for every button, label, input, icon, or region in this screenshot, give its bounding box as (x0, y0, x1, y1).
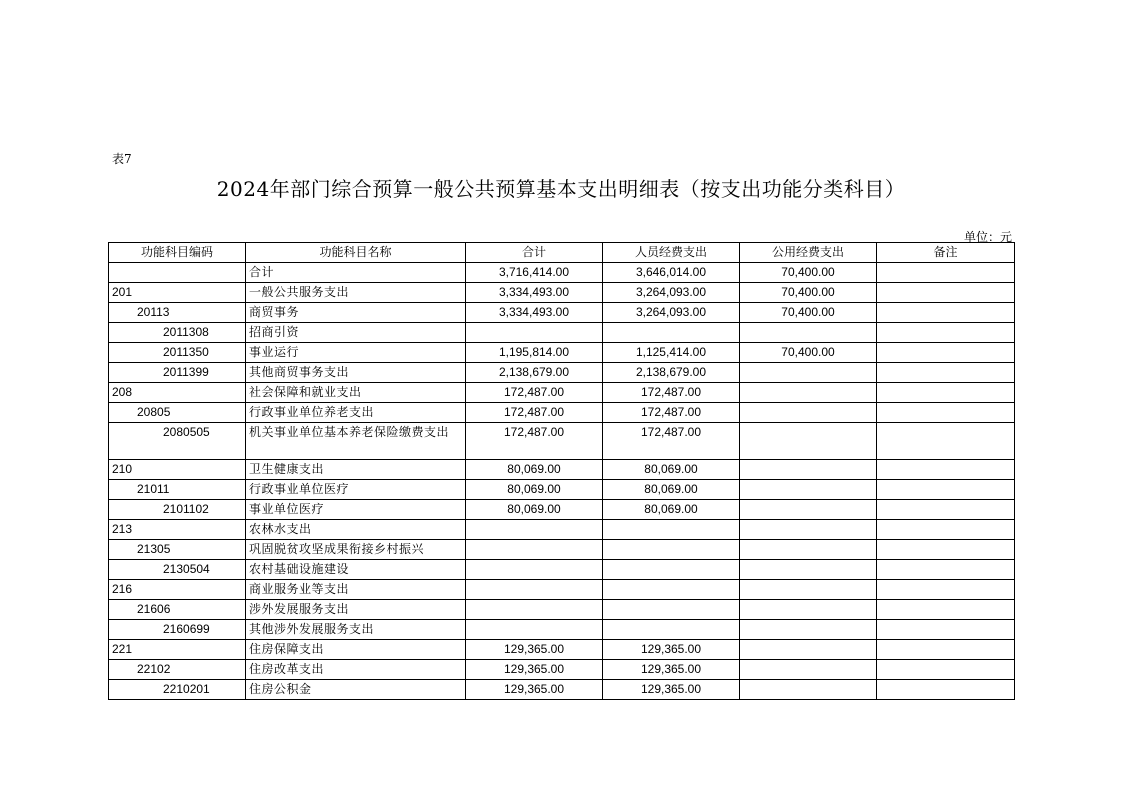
cell-note (877, 283, 1015, 303)
cell-name: 行政事业单位养老支出 (246, 403, 466, 423)
cell-personnel: 1,125,414.00 (603, 343, 740, 363)
cell-personnel: 3,264,093.00 (603, 283, 740, 303)
cell-total: 1,195,814.00 (466, 343, 603, 363)
cell-name: 行政事业单位医疗 (246, 480, 466, 500)
cell-total: 3,334,493.00 (466, 283, 603, 303)
cell-personnel (603, 600, 740, 620)
cell-note (877, 263, 1015, 283)
cell-note (877, 363, 1015, 383)
cell-public (740, 520, 877, 540)
cell-personnel: 80,069.00 (603, 500, 740, 520)
cell-note (877, 660, 1015, 680)
cell-public (740, 383, 877, 403)
cell-code: 2130504 (109, 560, 246, 580)
cell-note (877, 560, 1015, 580)
cell-note (877, 520, 1015, 540)
cell-note (877, 620, 1015, 640)
cell-public (740, 500, 877, 520)
cell-total: 172,487.00 (466, 383, 603, 403)
cell-name: 巩固脱贫攻坚成果衔接乡村振兴 (246, 540, 466, 560)
cell-note (877, 580, 1015, 600)
table-row (109, 323, 1015, 343)
header-personnel: 人员经费支出 (603, 243, 740, 263)
table-row (109, 660, 1015, 680)
cell-code: 201 (109, 283, 246, 303)
cell-total: 80,069.00 (466, 500, 603, 520)
cell-personnel: 2,138,679.00 (603, 363, 740, 383)
table-row (109, 620, 1015, 640)
cell-public: 70,400.00 (740, 303, 877, 323)
table-row (109, 500, 1015, 520)
cell-code: 221 (109, 640, 246, 660)
header-name: 功能科目名称 (246, 243, 466, 263)
cell-public (740, 423, 877, 460)
cell-total: 3,716,414.00 (466, 263, 603, 283)
cell-code: 213 (109, 520, 246, 540)
cell-personnel (603, 580, 740, 600)
cell-personnel: 129,365.00 (603, 680, 740, 700)
cell-public (740, 600, 877, 620)
cell-name: 商业服务业等支出 (246, 580, 466, 600)
table-row (109, 343, 1015, 363)
cell-name: 农林水支出 (246, 520, 466, 540)
cell-note (877, 600, 1015, 620)
cell-public (740, 480, 877, 500)
table-row (109, 363, 1015, 383)
cell-public (740, 323, 877, 343)
cell-total: 3,334,493.00 (466, 303, 603, 323)
cell-name: 一般公共服务支出 (246, 283, 466, 303)
cell-code: 22102 (109, 660, 246, 680)
table-number-label: 表7 (112, 152, 132, 166)
table-row (109, 460, 1015, 480)
cell-code: 21011 (109, 480, 246, 500)
cell-code: 2011399 (109, 363, 246, 383)
cell-name: 合计 (246, 263, 466, 283)
cell-public (740, 540, 877, 560)
cell-total (466, 600, 603, 620)
cell-name: 社会保障和就业支出 (246, 383, 466, 403)
cell-name: 住房改革支出 (246, 660, 466, 680)
table-row (109, 480, 1015, 500)
cell-name: 其他涉外发展服务支出 (246, 620, 466, 640)
cell-code: 2101102 (109, 500, 246, 520)
cell-code: 2160699 (109, 620, 246, 640)
cell-code: 2011350 (109, 343, 246, 363)
cell-code: 2011308 (109, 323, 246, 343)
cell-code: 21606 (109, 600, 246, 620)
cell-personnel: 172,487.00 (603, 423, 740, 460)
cell-public (740, 580, 877, 600)
table-row (109, 423, 1015, 460)
cell-total (466, 540, 603, 560)
cell-name: 卫生健康支出 (246, 460, 466, 480)
cell-code: 208 (109, 383, 246, 403)
table-row (109, 640, 1015, 660)
cell-code: 2080505 (109, 423, 246, 460)
cell-total: 80,069.00 (466, 460, 603, 480)
cell-note (877, 640, 1015, 660)
cell-code: 210 (109, 460, 246, 480)
cell-public (740, 363, 877, 383)
cell-note (877, 480, 1015, 500)
cell-name: 机关事业单位基本养老保险缴费支出 (246, 423, 466, 460)
cell-note (877, 423, 1015, 460)
cell-public: 70,400.00 (740, 263, 877, 283)
header-code: 功能科目编码 (109, 243, 246, 263)
cell-name: 招商引资 (246, 323, 466, 343)
cell-total (466, 560, 603, 580)
cell-total: 2,138,679.00 (466, 363, 603, 383)
cell-personnel: 129,365.00 (603, 640, 740, 660)
cell-name: 商贸事务 (246, 303, 466, 323)
unit-label: 单位：元 (963, 230, 1012, 244)
cell-name: 住房保障支出 (246, 640, 466, 660)
table-row (109, 580, 1015, 600)
cell-note (877, 383, 1015, 403)
header-note: 备注 (877, 243, 1015, 263)
document-title: 2024年部门综合预算一般公共预算基本支出明细表（按支出功能分类科目） (216, 177, 906, 201)
cell-personnel (603, 520, 740, 540)
cell-public (740, 640, 877, 660)
cell-note (877, 303, 1015, 323)
cell-personnel: 80,069.00 (603, 480, 740, 500)
cell-note (877, 403, 1015, 423)
cell-name: 其他商贸事务支出 (246, 363, 466, 383)
cell-total (466, 580, 603, 600)
cell-note (877, 323, 1015, 343)
cell-total (466, 620, 603, 640)
cell-name: 农村基础设施建设 (246, 560, 466, 580)
cell-code: 2210201 (109, 680, 246, 700)
cell-total: 172,487.00 (466, 403, 603, 423)
cell-personnel: 129,365.00 (603, 660, 740, 680)
cell-note (877, 460, 1015, 480)
cell-note (877, 540, 1015, 560)
table-row (109, 383, 1015, 403)
cell-personnel (603, 620, 740, 640)
table-body (109, 263, 1015, 700)
cell-total (466, 323, 603, 343)
cell-public (740, 403, 877, 423)
cell-public: 70,400.00 (740, 283, 877, 303)
cell-personnel: 80,069.00 (603, 460, 740, 480)
cell-public (740, 460, 877, 480)
cell-name: 涉外发展服务支出 (246, 600, 466, 620)
table-row (109, 263, 1015, 283)
cell-name: 事业单位医疗 (246, 500, 466, 520)
table-row (109, 403, 1015, 423)
cell-total: 129,365.00 (466, 680, 603, 700)
cell-public (740, 560, 877, 580)
cell-name: 事业运行 (246, 343, 466, 363)
table-row (109, 520, 1015, 540)
table-row (109, 600, 1015, 620)
cell-total: 129,365.00 (466, 660, 603, 680)
cell-public: 70,400.00 (740, 343, 877, 363)
table-row (109, 680, 1015, 700)
cell-code: 216 (109, 580, 246, 600)
table-row (109, 540, 1015, 560)
header-public: 公用经费支出 (740, 243, 877, 263)
cell-personnel (603, 540, 740, 560)
cell-public (740, 680, 877, 700)
cell-name: 住房公积金 (246, 680, 466, 700)
cell-note (877, 680, 1015, 700)
cell-note (877, 343, 1015, 363)
cell-code: 20113 (109, 303, 246, 323)
cell-personnel: 172,487.00 (603, 403, 740, 423)
table-row (109, 303, 1015, 323)
cell-public (740, 620, 877, 640)
cell-total (466, 520, 603, 540)
budget-table (108, 242, 1015, 700)
table-header-row (109, 243, 1015, 263)
cell-code (109, 263, 246, 283)
cell-total: 80,069.00 (466, 480, 603, 500)
cell-personnel: 3,646,014.00 (603, 263, 740, 283)
cell-total: 172,487.00 (466, 423, 603, 460)
cell-note (877, 500, 1015, 520)
cell-personnel: 3,264,093.00 (603, 303, 740, 323)
cell-code: 20805 (109, 403, 246, 423)
cell-code: 21305 (109, 540, 246, 560)
cell-public (740, 660, 877, 680)
table-row (109, 283, 1015, 303)
cell-personnel (603, 560, 740, 580)
cell-total: 129,365.00 (466, 640, 603, 660)
cell-personnel (603, 323, 740, 343)
table-row (109, 560, 1015, 580)
header-total: 合计 (466, 243, 603, 263)
cell-personnel: 172,487.00 (603, 383, 740, 403)
